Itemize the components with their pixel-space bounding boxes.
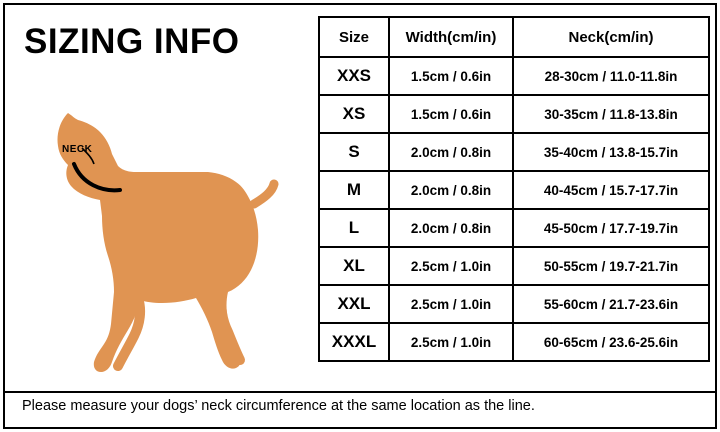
dog-illustration bbox=[16, 80, 306, 380]
cell-size: M bbox=[319, 171, 389, 209]
table-row bbox=[319, 209, 709, 247]
cell-width: 2.5cm / 1.0in bbox=[389, 247, 513, 285]
cell-size: XS bbox=[319, 95, 389, 133]
cell-width: 2.0cm / 0.8in bbox=[389, 209, 513, 247]
cell-width: 2.5cm / 1.0in bbox=[389, 323, 513, 361]
cell-neck: 60-65cm / 23.6-25.6in bbox=[513, 323, 709, 361]
cell-width: 1.5cm / 0.6in bbox=[389, 57, 513, 95]
cell-size: XXL bbox=[319, 285, 389, 323]
cell-size: S bbox=[319, 133, 389, 171]
measurement-note: Please measure your dogs’ neck circumference at the same location as the line. bbox=[22, 398, 535, 414]
table-row bbox=[319, 171, 709, 209]
cell-neck: 30-35cm / 11.8-13.8in bbox=[513, 95, 709, 133]
cell-neck: 35-40cm / 13.8-15.7in bbox=[513, 133, 709, 171]
cell-width: 2.0cm / 0.8in bbox=[389, 171, 513, 209]
table-row bbox=[319, 285, 709, 323]
dog-silhouette-svg bbox=[16, 80, 306, 380]
cell-width: 2.0cm / 0.8in bbox=[389, 133, 513, 171]
table-header-size: Size bbox=[319, 17, 389, 57]
table-row bbox=[319, 133, 709, 171]
table-header-width: Width(cm/in) bbox=[389, 17, 513, 57]
dog-tail bbox=[254, 184, 274, 204]
cell-size: XXXL bbox=[319, 323, 389, 361]
footer-divider bbox=[5, 391, 715, 393]
cell-neck: 40-45cm / 15.7-17.7in bbox=[513, 171, 709, 209]
cell-width: 1.5cm / 0.6in bbox=[389, 95, 513, 133]
table-row bbox=[319, 247, 709, 285]
table-header-neck: Neck(cm/in) bbox=[513, 17, 709, 57]
cell-neck: 55-60cm / 21.7-23.6in bbox=[513, 285, 709, 323]
cell-width: 2.5cm / 1.0in bbox=[389, 285, 513, 323]
left-panel bbox=[10, 8, 310, 388]
cell-size: XXS bbox=[319, 57, 389, 95]
cell-neck: 50-55cm / 19.7-21.7in bbox=[513, 247, 709, 285]
table-header-row bbox=[319, 17, 709, 57]
cell-size: L bbox=[319, 209, 389, 247]
table-row bbox=[319, 57, 709, 95]
cell-neck: 28-30cm / 11.0-11.8in bbox=[513, 57, 709, 95]
size-table bbox=[318, 16, 710, 362]
cell-neck: 45-50cm / 17.7-19.7in bbox=[513, 209, 709, 247]
cell-size: XL bbox=[319, 247, 389, 285]
table-row bbox=[319, 95, 709, 133]
page-title: SIZING INFO bbox=[24, 22, 240, 61]
table-row bbox=[319, 323, 709, 361]
size-table-wrapper bbox=[318, 16, 704, 362]
neck-label: NECK bbox=[62, 144, 93, 155]
